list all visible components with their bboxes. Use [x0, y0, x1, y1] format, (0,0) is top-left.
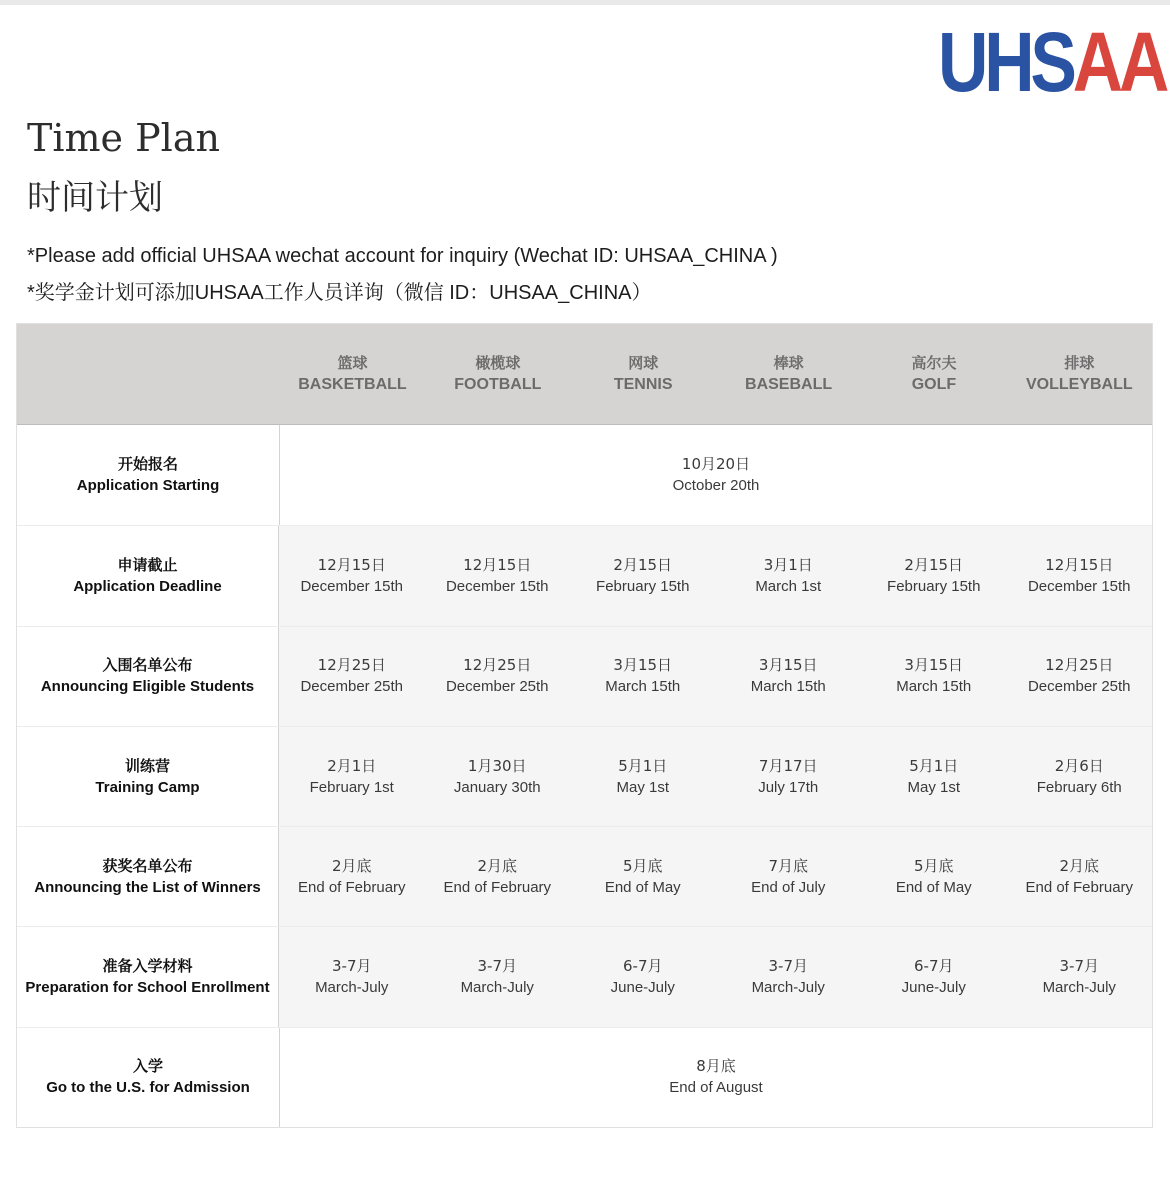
row-label-english: Application Deadline [73, 577, 222, 595]
date-english: October 20th [672, 477, 760, 495]
date-cell [425, 727, 571, 826]
date-cell [861, 526, 1007, 625]
date-english: December 15th [445, 577, 549, 595]
date-cell [861, 727, 1007, 826]
date-english: December 25th [1027, 678, 1131, 696]
time-plan-table [16, 323, 1153, 1128]
date-chinese: 3-7月 [332, 957, 372, 976]
column-header-tennis [571, 324, 716, 424]
column-header-baseball [716, 324, 861, 424]
row-label [17, 827, 279, 926]
column-header-football [425, 324, 570, 424]
column-header-golf [861, 324, 1006, 424]
date-chinese: 3月15日 [613, 656, 673, 675]
logo-red-text: AA [1072, 15, 1166, 109]
date-cell [1007, 627, 1153, 726]
uhsaa-logo [938, 15, 1166, 109]
date-english: End of February [297, 878, 406, 896]
table-row [17, 525, 1152, 625]
table-row [17, 826, 1152, 926]
date-chinese: 1月30日 [467, 756, 527, 775]
date-english: January 30th [453, 778, 541, 796]
date-chinese: 10月20日 [681, 455, 751, 474]
row-cells [279, 927, 1152, 1026]
date-cell [716, 727, 862, 826]
date-english: March-July [1042, 979, 1116, 997]
date-english: February 1st [309, 778, 394, 796]
date-cell [425, 627, 571, 726]
date-chinese: 5月底 [913, 856, 954, 875]
date-english: July 17th [758, 778, 819, 796]
row-label-chinese: 准备入学材料 [102, 957, 193, 976]
date-english: February 6th [1036, 778, 1122, 796]
date-cell [861, 927, 1007, 1026]
date-english: End of February [1025, 878, 1134, 896]
column-header-english: BASEBALL [745, 376, 833, 393]
date-chinese: 2月6日 [1054, 756, 1104, 775]
date-cell [279, 827, 425, 926]
wechat-notice-english: *Please add official UHSAA wechat account for inquiry (Wechat ID: UHSAA_CHINA ) [27, 245, 778, 267]
date-chinese: 7月底 [768, 856, 809, 875]
page-title-chinese: 时间计划 [27, 178, 163, 218]
date-cell [279, 927, 425, 1026]
date-english: February 15th [887, 577, 981, 595]
column-header-chinese: 排球 [1064, 354, 1095, 372]
date-cell [425, 927, 571, 1026]
row-label [17, 727, 279, 826]
date-english: March 1st [755, 577, 822, 595]
date-english: End of May [895, 878, 972, 896]
date-cell [425, 526, 571, 625]
date-chinese: 2月底 [331, 856, 372, 875]
date-english: March-July [460, 979, 534, 997]
row-label-english: Go to the U.S. for Admission [46, 1079, 250, 1097]
row-label-english: Application Starting [76, 477, 220, 495]
column-header-volleyball [1007, 324, 1152, 424]
row-label-english: Preparation for School Enrollment [25, 979, 270, 997]
date-english: March 15th [896, 678, 972, 696]
date-chinese: 2月底 [1059, 856, 1100, 875]
wechat-notice-chinese: *奖学金计划可添加UHSAA工作人员详询（微信 ID：UHSAA_CHINA） [27, 282, 652, 304]
row-label-chinese: 训练营 [124, 756, 170, 775]
column-header-basketball [280, 324, 425, 424]
table-header-corner [17, 324, 280, 424]
date-cell [716, 827, 862, 926]
date-chinese: 6-7月 [623, 957, 663, 976]
row-label [17, 627, 279, 726]
date-chinese: 3月1日 [763, 555, 813, 574]
column-header-english: TENNIS [613, 376, 673, 393]
date-chinese: 12月15日 [317, 555, 386, 574]
date-chinese: 2月底 [477, 856, 518, 875]
date-english: February 15th [596, 577, 690, 595]
date-cell [570, 526, 716, 625]
row-cells-merged [280, 1028, 1152, 1127]
date-english: End of July [751, 878, 826, 896]
date-english: May 1st [907, 778, 960, 796]
row-label [17, 425, 280, 525]
column-header-english: VOLLEYBALL [1025, 376, 1133, 393]
date-chinese: 6-7月 [914, 957, 954, 976]
date-chinese: 8月底 [696, 1057, 736, 1076]
table-row [17, 726, 1152, 826]
row-cells-merged [280, 425, 1152, 525]
date-english: December 15th [1027, 577, 1131, 595]
date-chinese: 12月25日 [1045, 656, 1114, 675]
column-header-english: GOLF [911, 376, 957, 393]
date-chinese: 3-7月 [1059, 957, 1099, 976]
column-header-chinese: 橄榄球 [475, 354, 521, 372]
date-english: May 1st [616, 778, 669, 796]
column-header-chinese: 棒球 [773, 354, 804, 372]
merged-date-cell [280, 1028, 1152, 1127]
column-header-chinese: 网球 [628, 354, 659, 372]
row-label-chinese: 入学 [132, 1057, 163, 1076]
top-divider [0, 0, 1170, 5]
date-chinese: 7月17日 [758, 756, 818, 775]
date-cell [279, 727, 425, 826]
date-chinese: 3-7月 [477, 957, 517, 976]
table-row [17, 1027, 1152, 1127]
date-cell [861, 627, 1007, 726]
date-cell [1007, 927, 1153, 1026]
date-cell [279, 526, 425, 625]
table-header [17, 324, 1152, 425]
date-english: End of February [443, 878, 552, 896]
column-header-english: BASKETBALL [298, 376, 407, 393]
date-chinese: 5月底 [622, 856, 663, 875]
row-label-chinese: 开始报名 [117, 455, 178, 474]
date-cell [570, 927, 716, 1026]
date-cell [279, 627, 425, 726]
row-label [17, 927, 279, 1026]
date-chinese: 2月1日 [327, 756, 377, 775]
row-label-chinese: 获奖名单公布 [102, 856, 193, 875]
date-chinese: 12月25日 [463, 656, 532, 675]
date-english: End of August [669, 1079, 763, 1097]
table-body [17, 425, 1152, 1127]
row-label-chinese: 入围名单公布 [102, 656, 193, 675]
row-label-english: Announcing the List of Winners [34, 878, 261, 896]
date-cell [716, 927, 862, 1026]
date-cell [570, 727, 716, 826]
date-chinese: 2月15日 [613, 555, 673, 574]
table-row [17, 626, 1152, 726]
date-cell [1007, 526, 1153, 625]
date-cell [861, 827, 1007, 926]
row-label [17, 526, 279, 625]
column-header-chinese: 高尔夫 [911, 354, 957, 372]
date-english: March-July [751, 979, 825, 997]
date-cell [716, 627, 862, 726]
date-english: June-July [901, 979, 966, 997]
date-chinese: 5月1日 [909, 756, 959, 775]
date-chinese: 5月1日 [618, 756, 668, 775]
table-row [17, 425, 1152, 525]
row-cells [279, 526, 1152, 625]
column-header-english: FOOTBALL [454, 376, 542, 393]
date-cell [716, 526, 862, 625]
date-cell [1007, 827, 1153, 926]
row-cells [279, 627, 1152, 726]
date-english: End of May [604, 878, 681, 896]
date-english: December 25th [300, 678, 404, 696]
date-chinese: 3-7月 [768, 957, 808, 976]
date-cell [425, 827, 571, 926]
row-cells [279, 727, 1152, 826]
table-row [17, 926, 1152, 1026]
page-title-english: Time Plan [27, 116, 220, 160]
date-english: December 25th [445, 678, 549, 696]
row-label-english: Announcing Eligible Students [40, 678, 255, 696]
date-cell [570, 627, 716, 726]
date-english: March 15th [605, 678, 681, 696]
column-header-chinese: 篮球 [337, 354, 368, 372]
date-chinese: 2月15日 [904, 555, 964, 574]
date-english: March 15th [750, 678, 826, 696]
date-cell [1007, 727, 1153, 826]
date-chinese: 12月25日 [317, 656, 386, 675]
logo-blue-text: UHS [938, 15, 1073, 109]
date-cell [570, 827, 716, 926]
date-chinese: 3月15日 [758, 656, 818, 675]
row-cells [279, 827, 1152, 926]
date-english: December 15th [300, 577, 404, 595]
date-english: June-July [610, 979, 675, 997]
merged-date-cell [280, 425, 1152, 525]
row-label-english: Training Camp [95, 778, 200, 796]
date-chinese: 12月15日 [1045, 555, 1114, 574]
date-chinese: 12月15日 [463, 555, 532, 574]
row-label-chinese: 申请截止 [117, 555, 178, 574]
date-chinese: 3月15日 [904, 656, 964, 675]
row-label [17, 1028, 280, 1127]
date-english: March-July [315, 979, 389, 997]
